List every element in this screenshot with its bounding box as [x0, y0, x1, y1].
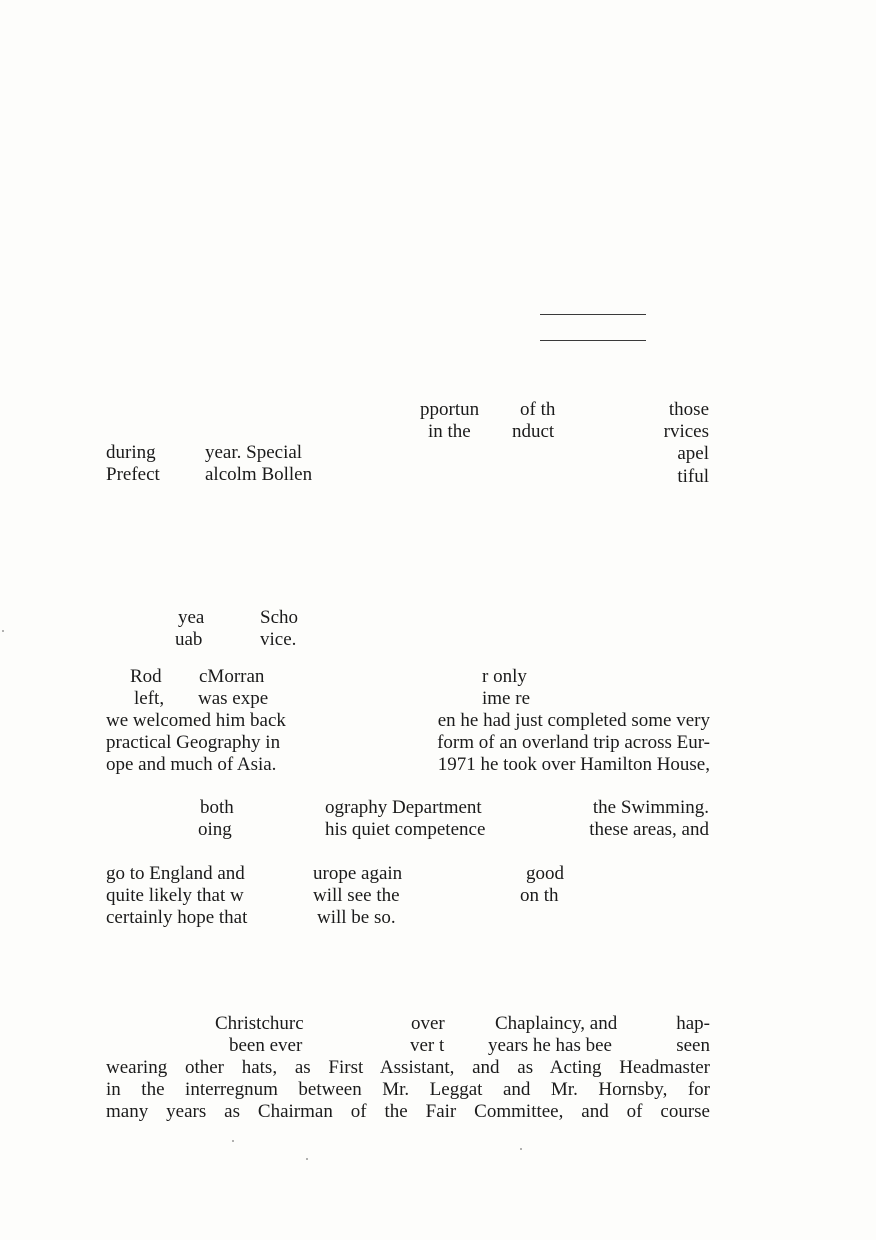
text-fragment: hap- — [676, 1013, 710, 1034]
text-fragment: alcolm Bollen — [205, 464, 313, 485]
text-fragment: good — [526, 863, 564, 884]
text-fragment: seen — [676, 1035, 710, 1056]
text-fragment: urope again — [313, 863, 403, 884]
text-fragment: apel — [677, 443, 709, 464]
text-fragment: will be so. — [317, 907, 396, 928]
text-fragment: practical Geography in — [106, 732, 281, 753]
text-fragment: will see the — [313, 885, 400, 906]
paper-speck — [232, 1140, 234, 1142]
text-fragment: the Swimming. — [592, 797, 709, 818]
text-fragment: uab — [175, 629, 203, 650]
text-fragment: cMorran — [199, 666, 265, 687]
text-fragment: nduct — [512, 421, 555, 442]
text-fragment: during — [106, 442, 156, 463]
text-fragment: Chaplaincy, and — [495, 1013, 618, 1034]
text-line: wearing other hats, as First Assistant, and as Acting Headmaster — [106, 1057, 710, 1078]
text-fragment: Christchurc — [215, 1013, 304, 1034]
text-fragment: we welcomed him back — [106, 710, 286, 731]
text-fragment: quite likely that w — [106, 885, 244, 906]
text-fragment: r only — [482, 666, 527, 687]
text-fragment: ime re — [482, 688, 531, 709]
text-fragment: pportun — [420, 399, 480, 420]
text-fragment: rvices — [663, 421, 709, 442]
text-fragment: year. Special — [205, 442, 303, 463]
text-fragment: vice. — [260, 629, 297, 650]
text-line: many years as Chairman of the Fair Committee, and of course — [106, 1101, 710, 1122]
text-fragment: go to England and — [106, 863, 245, 884]
text-fragment: years he has bee — [488, 1035, 612, 1056]
text-fragment: Prefect — [106, 464, 160, 485]
text-fragment: both — [200, 797, 234, 818]
paper-speck — [520, 1148, 522, 1150]
text-fragment: certainly hope that — [106, 907, 248, 928]
text-fragment: his quiet competence — [325, 819, 486, 840]
text-fragment: Rod — [130, 666, 162, 687]
text-fragment: Scho — [260, 607, 298, 628]
text-fragment: ope and much of Asia. — [106, 754, 277, 775]
paper-speck — [2, 630, 4, 632]
text-fragment: over — [411, 1013, 445, 1034]
text-fragment: was expe — [198, 688, 269, 709]
text-fragment: form of an overland trip across Eur- — [437, 732, 710, 753]
text-fragment: ver t — [410, 1035, 445, 1056]
text-fragment: these areas, and — [589, 819, 709, 840]
divider-rule-1 — [540, 314, 646, 315]
text-fragment: in the — [428, 421, 471, 442]
paper-speck — [306, 1158, 308, 1160]
text-line: in the interregnum between Mr. Leggat and Mr. Hornsby, for — [106, 1079, 710, 1100]
text-fragment: 1971 he took over Hamilton House, — [437, 754, 710, 775]
text-fragment: left, — [134, 688, 165, 709]
text-fragment: on th — [520, 885, 559, 906]
text-fragment: en he had just completed some very — [437, 710, 710, 731]
text-fragment: been ever — [229, 1035, 303, 1056]
divider-rule-2 — [540, 340, 646, 341]
text-fragment: of th — [520, 399, 556, 420]
text-fragment: oing — [198, 819, 232, 840]
text-fragment: ography Department — [325, 797, 482, 818]
text-fragment: yea — [178, 607, 205, 628]
text-fragment: tiful — [677, 466, 709, 487]
text-fragment: those — [668, 399, 709, 420]
